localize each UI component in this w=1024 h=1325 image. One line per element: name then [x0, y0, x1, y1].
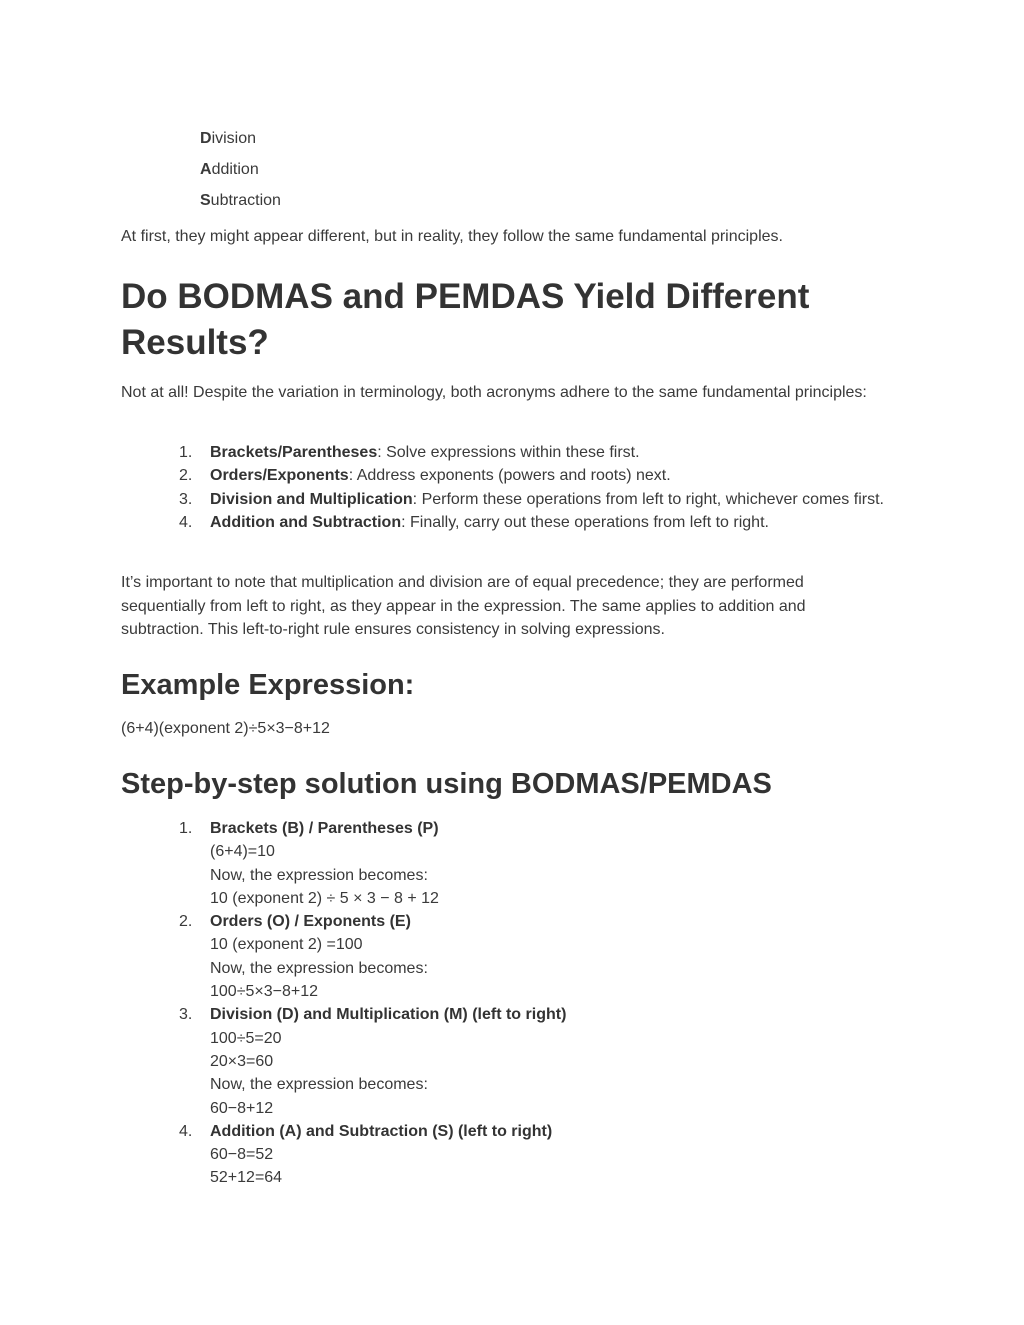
example-heading: Example Expression: — [121, 669, 415, 701]
list-item: 2. Orders/Exponents: Address exponents (powers and roots) next. — [179, 467, 671, 485]
list-item: 4. Addition (A) and Subtraction (S) (left to right) 60−8=52 52+12=64 — [121, 1120, 891, 1190]
step-title: Brackets (B) / Parentheses (P) — [210, 820, 439, 837]
list-item: 3. Division and Multiplication: Perform these operations from left to right, whichever comes first. — [179, 490, 884, 508]
acronym-item: Addition — [200, 161, 259, 178]
list-item: 3. Division (D) and Multiplication (M) (left to right) 100÷5=20 20×3=60 Now, the expression becomes: 60−8+12 — [121, 1003, 891, 1119]
list-item: 1. Brackets (B) / Parentheses (P) (6+4)=10 Now, the expression becomes: 10 (exponent 2) ÷ 5 × 3 − 8 + 12 — [121, 817, 891, 910]
acronym-list — [200, 123, 281, 216]
steps-list — [121, 817, 891, 1190]
answer-paragraph: Not at all! Despite the variation in terminology, both acronyms adhere to the same fundamental principles: — [121, 384, 867, 401]
note-paragraph: It’s important to note that multiplication and division are of equal precedence; they are performed sequentially from left to right, as they appear in the expression. The same applies to addition and subtraction. This left-to-right rule ensures consistency in solving expressions. — [121, 574, 806, 638]
list-item: 1. Brackets/Parentheses: Solve expressions within these first. — [179, 444, 640, 461]
intro-paragraph: At first, they might appear different, but in reality, they follow the same fundamental principles. — [121, 228, 783, 245]
example-expression: (6+4)(exponent 2)÷5×3−8+12 — [121, 720, 330, 737]
list-item: 4. Addition and Subtraction: Finally, carry out these operations from left to right. — [179, 513, 769, 531]
steps-heading: Step-by-step solution using BODMAS/PEMDAS — [121, 768, 772, 800]
acronym-item: Subtraction — [200, 192, 281, 209]
step-title: Orders (O) / Exponents (E) — [210, 913, 411, 931]
acronym-item: Division — [200, 130, 257, 147]
list-item: 2. Orders (O) / Exponents (E) 10 (exponent 2) =100 Now, the expression becomes: 100÷5×3−8+12 — [121, 910, 891, 1003]
step-title: Addition (A) and Subtraction (S) (left to right) — [210, 1122, 553, 1140]
step-title: Division (D) and Multiplication (M) (left to right) — [210, 1006, 567, 1024]
principles-list — [121, 441, 891, 534]
main-heading: Do BODMAS and PEMDAS Yield Different Results? — [121, 277, 810, 362]
